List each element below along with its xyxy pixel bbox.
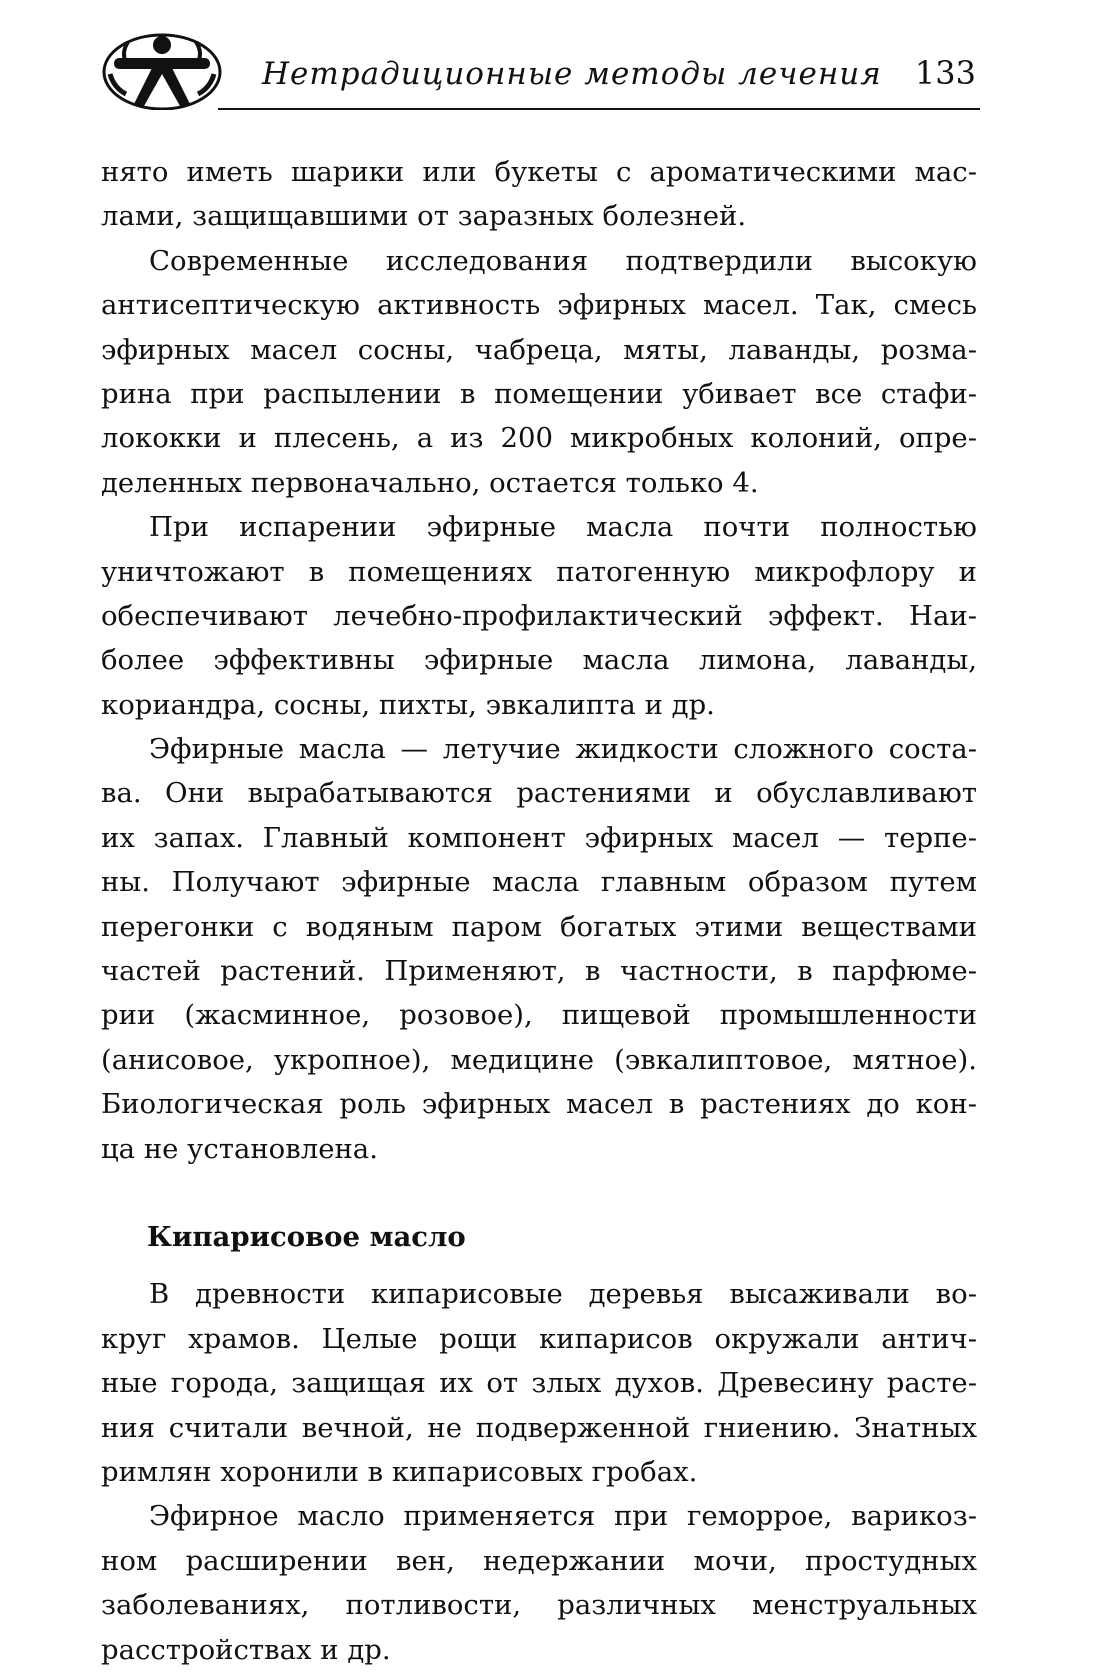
text-line: ва. Они вырабатываются растениями и обуславливают	[101, 777, 977, 810]
text-line: римлян хоронили в кипарисовых гробах.	[101, 1455, 698, 1488]
text-line: антисептическую активность эфирных масел. Так, смесь	[101, 289, 977, 322]
paragraph	[101, 239, 977, 505]
text-line: нято иметь шарики или букеты с ароматическими мас-	[101, 156, 977, 188]
text-line: лами, защищавшими от заразных болезней.	[101, 200, 747, 233]
text-line: частей растений. Применяют, в частности, в парфюме-	[101, 955, 977, 988]
text-line: деленных первоначально, остается только 4.	[101, 466, 759, 499]
page-header	[100, 28, 980, 118]
text-line: В древности кипарисовые деревья высаживали во-	[149, 1278, 977, 1311]
body-text	[101, 150, 977, 1672]
text-line: перегонки с водяным паром богатых этими веществами	[101, 910, 977, 943]
stylized-figure-logo-icon	[100, 30, 224, 110]
text-line: Эфирное масло применяется при геморрое, варикоз-	[149, 1500, 977, 1533]
text-line: уничтожают в помещениях патогенную микрофлору и	[101, 555, 977, 588]
text-line: Современные исследования подтвердили высокую	[149, 244, 977, 277]
text-line: ном расширении вен, недержании мочи, простудных	[101, 1544, 977, 1577]
text-line: ца не установлена.	[101, 1132, 378, 1165]
section-heading: Кипарисовое масло	[147, 1220, 466, 1253]
text-line: заболеваниях, потливости, различных менструальных	[101, 1589, 977, 1622]
text-line: круг храмов. Целые рощи кипарисов окружали антич-	[101, 1322, 977, 1355]
text-line: их запах. Главный компонент эфирных масел — терпе-	[101, 821, 977, 854]
text-line: Эфирные масла — летучие жидкости сложного соста-	[149, 733, 977, 766]
text-line: ния считали вечной, не подверженной гниению. Знатных	[101, 1411, 977, 1444]
text-line: лококки и плесень, а из 200 микробных колоний, опре-	[101, 422, 977, 455]
text-line: рина при распылении в помещении убивает все стафи-	[101, 377, 977, 410]
running-title: Нетрадиционные методы лечения	[262, 56, 882, 92]
page-number: 133	[914, 54, 976, 92]
text-line: рии (жасминное, розовое), пищевой промышленности	[101, 999, 977, 1032]
paragraph	[101, 150, 977, 239]
text-line: Биологическая роль эфирных масел в растениях до кон-	[101, 1088, 977, 1121]
text-line: более эффективны эфирные масла лимона, лаванды,	[101, 644, 977, 677]
text-line: При испарении эфирные масла почти полностью	[149, 511, 977, 544]
text-line: расстройствах и др.	[101, 1633, 391, 1666]
header-rule	[218, 108, 980, 110]
paragraph	[101, 1272, 977, 1494]
paragraph	[101, 505, 977, 727]
text-line: эфирных масел сосны, чабреца, мяты, лаванды, розма-	[101, 333, 977, 366]
paragraph	[101, 727, 977, 1171]
text-line: обеспечивают лечебно-профилактический эффект. Наи-	[101, 599, 977, 632]
text-line: ные города, защищая их от злых духов. Древесину расте-	[101, 1367, 977, 1400]
text-line: ны. Получают эфирные масла главным образом путем	[101, 866, 977, 899]
text-line: кориандра, сосны, пихты, эвкалипта и др.	[101, 688, 715, 721]
text-line: (анисовое, укропное), медицине (эвкалиптовое, мятное).	[101, 1043, 977, 1076]
paragraph	[101, 1494, 977, 1672]
